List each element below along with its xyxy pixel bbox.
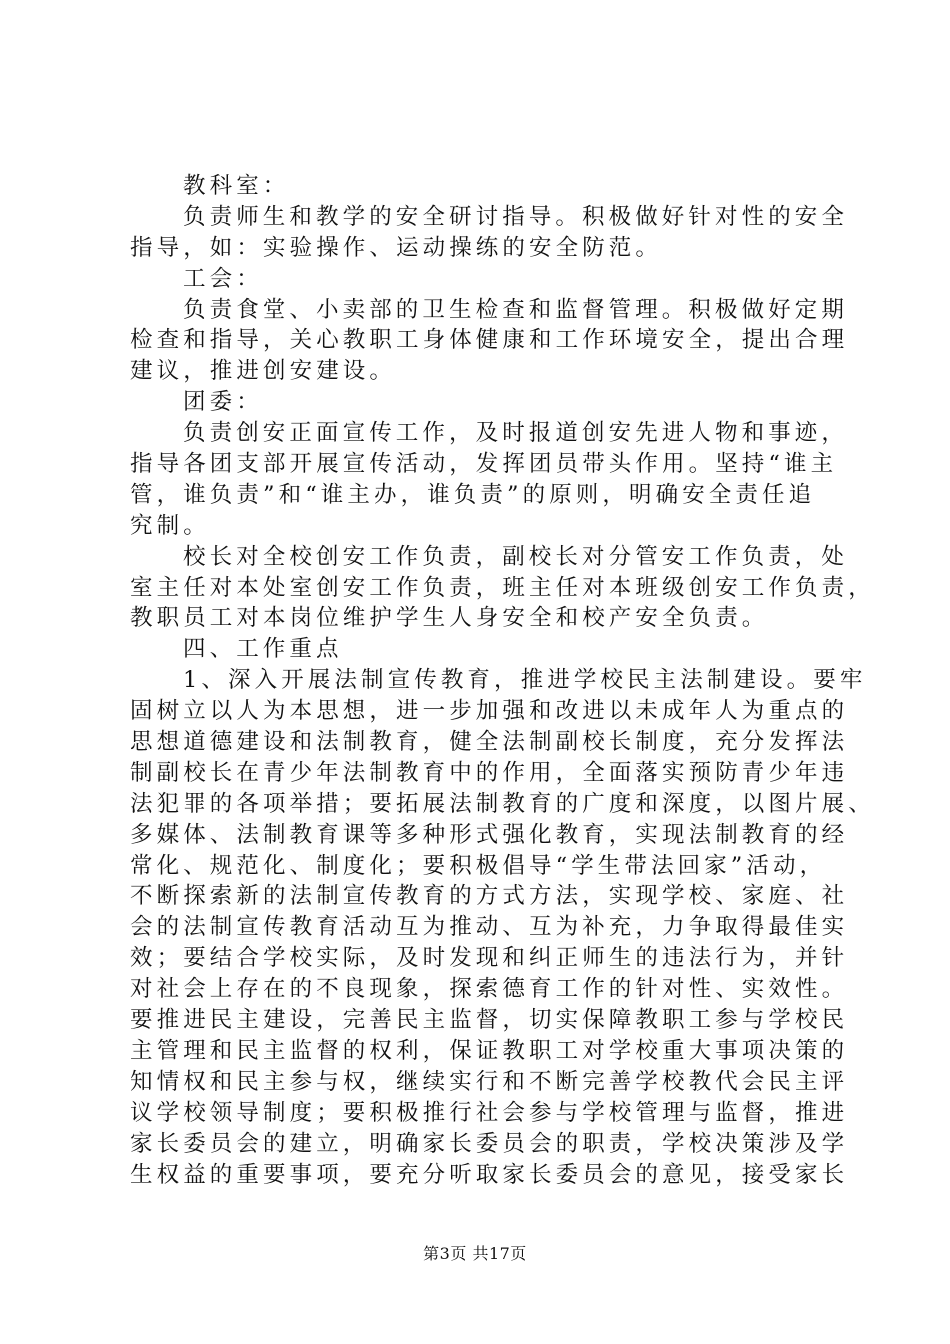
text-line: 团委： — [183, 389, 263, 416]
text-line: 生权益的重要事项，要充分听取家长委员会的意见，接受家长 — [130, 1161, 849, 1188]
text-line: 校长对全校创安工作负责，副校长对分管安工作负责，处 — [183, 543, 849, 570]
text-line: 管，谁负责”和“谁主办，谁负责”的原则，明确安全责任追 — [130, 481, 816, 508]
text-line: 知情权和民主参与权，继续实行和不断完善学校教代会民主评 — [130, 1068, 849, 1095]
text-line: 固树立以人为本思想，进一步加强和改进以未成年人为重点的 — [130, 698, 849, 725]
text-line: 对社会上存在的不良现象，探索德育工作的针对性、实效性。 — [130, 976, 849, 1003]
text-line: 要推进民主建设，完善民主监督，切实保障教职工参与学校民 — [130, 1007, 849, 1034]
text-line: 四、工作重点 — [183, 636, 343, 663]
text-line: 负责食堂、小卖部的卫生检查和监督管理。积极做好定期 — [183, 296, 849, 323]
text-line: 思想道德建设和法制教育，健全法制副校长制度，充分发挥法 — [130, 729, 849, 756]
text-line: 负责师生和教学的安全研讨指导。积极做好针对性的安全 — [183, 203, 849, 230]
text-line: 检查和指导，关心教职工身体健康和工作环境安全，提出合理 — [130, 327, 849, 354]
page-number-footer: 第3页 共17页 — [423, 1244, 527, 1263]
text-line: 教职员工对本岗位维护学生人身安全和校产安全负责。 — [130, 605, 769, 632]
text-line: 多媒体、法制教育课等多种形式强化教育，实现法制教育的经 — [130, 821, 849, 848]
text-line: 法犯罪的各项举措；要拓展法制教育的广度和深度，以图片展、 — [130, 790, 875, 817]
text-line: 家长委员会的建立，明确家长委员会的职责，学校决策涉及学 — [130, 1130, 849, 1157]
text-line: 究制。 — [130, 512, 210, 539]
text-line: 议学校领导制度；要积极推行社会参与学校管理与监督，推进 — [130, 1099, 849, 1126]
text-line: 不断探索新的法制宣传教育的方式方法，实现学校、家庭、社 — [130, 883, 849, 910]
text-line: 指导，如：实验操作、运动操练的安全防范。 — [130, 234, 663, 261]
text-line: 1、深入开展法制宣传教育，推进学校民主法制建设。要牢 — [183, 667, 867, 694]
text-line: 指导各团支部开展宣传活动，发挥团员带头作用。坚持“谁主 — [130, 451, 838, 478]
text-line: 负责创安正面宣传工作，及时报道创安先进人物和事迹， — [183, 420, 849, 447]
text-line: 室主任对本处室创安工作负责，班主任对本班级创安工作负责， — [130, 574, 875, 601]
text-line: 教科室： — [183, 173, 290, 199]
text-line: 效；要结合学校实际，及时发现和纠正师生的违法行为，并针 — [130, 945, 849, 972]
text-line: 建议，推进创安建设。 — [130, 358, 397, 385]
text-line: 主管理和民主监督的权利，保证教职工对学校重大事项决策的 — [130, 1037, 849, 1064]
text-line: 常化、规范化、制度化；要积极倡导“学生带法回家”活动， — [130, 852, 827, 879]
document-body — [130, 171, 875, 1190]
text-line: 会的法制宣传教育活动互为推动、互为补充，力争取得最佳实 — [130, 914, 849, 941]
text-line: 制副校长在青少年法制教育中的作用，全面落实预防青少年违 — [130, 759, 849, 786]
text-line: 工会： — [183, 265, 263, 292]
